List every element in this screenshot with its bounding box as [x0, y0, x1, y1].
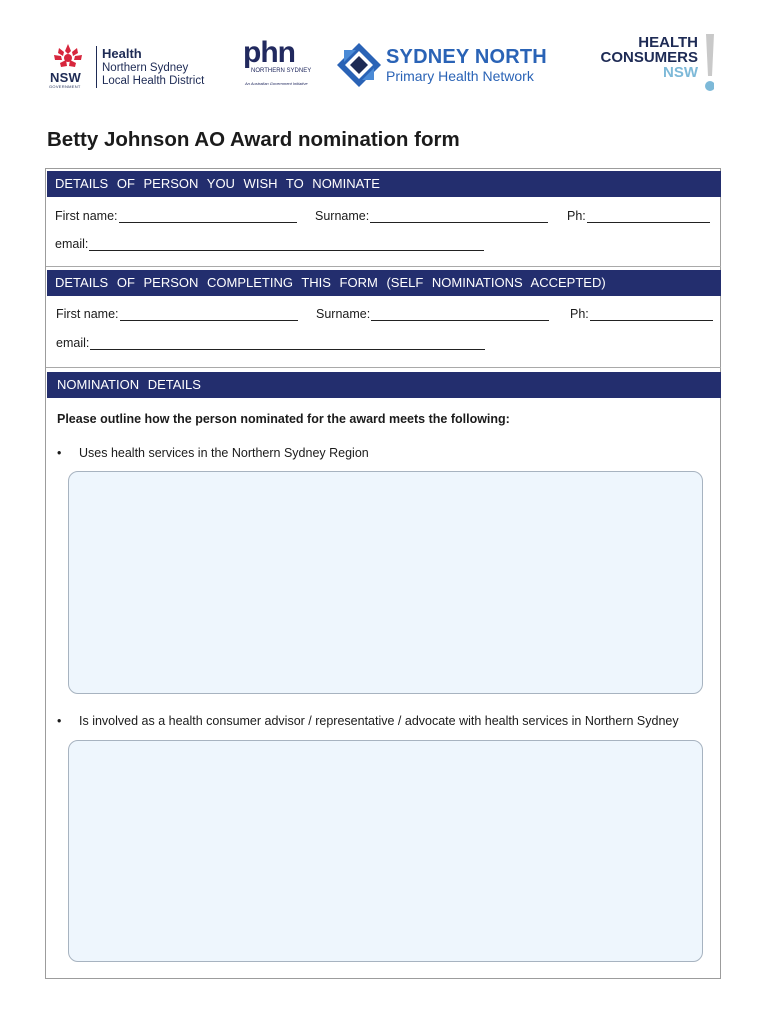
section-header-nomination: NOMINATION DETAILS	[47, 372, 721, 398]
logo-divider	[96, 46, 97, 88]
criterion-item	[57, 446, 369, 460]
nsw-health-label: Health	[102, 46, 142, 61]
district-line-1: Northern Sydney	[102, 62, 189, 74]
phn-region-label: NORTHERN SYDNEY	[251, 68, 312, 74]
criterion-answer-box[interactable]	[68, 471, 703, 694]
nominator-surname-input[interactable]	[371, 308, 549, 321]
exclamation-mark-icon	[704, 34, 714, 92]
nominator-email-label: email:	[56, 336, 90, 350]
nominator-surname-field[interactable]	[316, 307, 549, 321]
nominee-first-name-label: First name:	[55, 209, 118, 223]
sydney-north-subtitle: Primary Health Network	[386, 68, 534, 84]
section-divider	[46, 367, 721, 368]
hc-line-1: HEALTH	[638, 34, 698, 51]
nominee-phone-label: Ph:	[567, 209, 586, 223]
criterion-text: Uses health services in the Northern Sydney Region	[79, 446, 369, 460]
logo-strip	[0, 0, 770, 110]
nominee-surname-input[interactable]	[370, 210, 548, 223]
sydney-north-title: SYDNEY NORTH	[386, 46, 547, 68]
district-line-2: Local Health District	[102, 75, 205, 87]
page-title: Betty Johnson AO Award nomination form	[47, 128, 460, 151]
phn-logo	[243, 36, 323, 90]
bullet-icon: •	[57, 714, 62, 728]
nsw-government-label: GOVERNMENT	[49, 84, 81, 89]
nominator-email-field[interactable]	[56, 336, 485, 350]
nominator-phone-label: Ph:	[570, 307, 589, 321]
nominee-surname-field[interactable]	[315, 209, 548, 223]
section-divider	[46, 266, 721, 267]
phn-initiative-label: An Australian Government Initiative	[245, 81, 308, 86]
nsw-wordmark: NSW	[50, 70, 81, 85]
phn-wordmark: phn	[243, 36, 295, 69]
nsw-health-logo	[48, 42, 228, 90]
bullet-icon: •	[57, 446, 62, 460]
nominee-email-input[interactable]	[89, 238, 484, 251]
nominator-phone-input[interactable]	[590, 308, 713, 321]
hc-line-3: NSW	[663, 64, 698, 81]
waratah-icon	[48, 42, 88, 70]
nominee-email-field[interactable]	[55, 237, 484, 251]
sydney-north-mark-icon	[336, 42, 382, 88]
nominator-first-name-label: First name:	[56, 307, 119, 321]
criterion-text: Is involved as a health consumer advisor / representative / advocate with health services in Northern Sydney	[79, 714, 679, 728]
nominee-surname-label: Surname:	[315, 209, 370, 223]
nominator-email-input[interactable]	[90, 337, 485, 350]
nominee-first-name-field[interactable]	[55, 209, 297, 223]
nominee-email-label: email:	[55, 237, 89, 251]
nominee-phone-field[interactable]	[567, 209, 710, 223]
section-header-nominator: DETAILS OF PERSON COMPLETING THIS FORM (SELF NOMINATIONS ACCEPTED)	[47, 270, 721, 296]
nomination-prompt: Please outline how the person nominated for the award meets the following:	[57, 412, 510, 426]
criterion-answer-box[interactable]	[68, 740, 703, 962]
nominee-phone-input[interactable]	[587, 210, 710, 223]
health-consumers-logo	[594, 34, 724, 94]
section-header-nominee: DETAILS OF PERSON YOU WISH TO NOMINATE	[47, 171, 721, 197]
nominator-phone-field[interactable]	[570, 307, 713, 321]
criterion-item	[57, 714, 679, 728]
nominator-first-name-input[interactable]	[120, 308, 298, 321]
nominator-surname-label: Surname:	[316, 307, 371, 321]
hc-line-2: CONSUMERS	[600, 49, 698, 66]
nominee-first-name-input[interactable]	[119, 210, 297, 223]
nominator-first-name-field[interactable]	[56, 307, 298, 321]
